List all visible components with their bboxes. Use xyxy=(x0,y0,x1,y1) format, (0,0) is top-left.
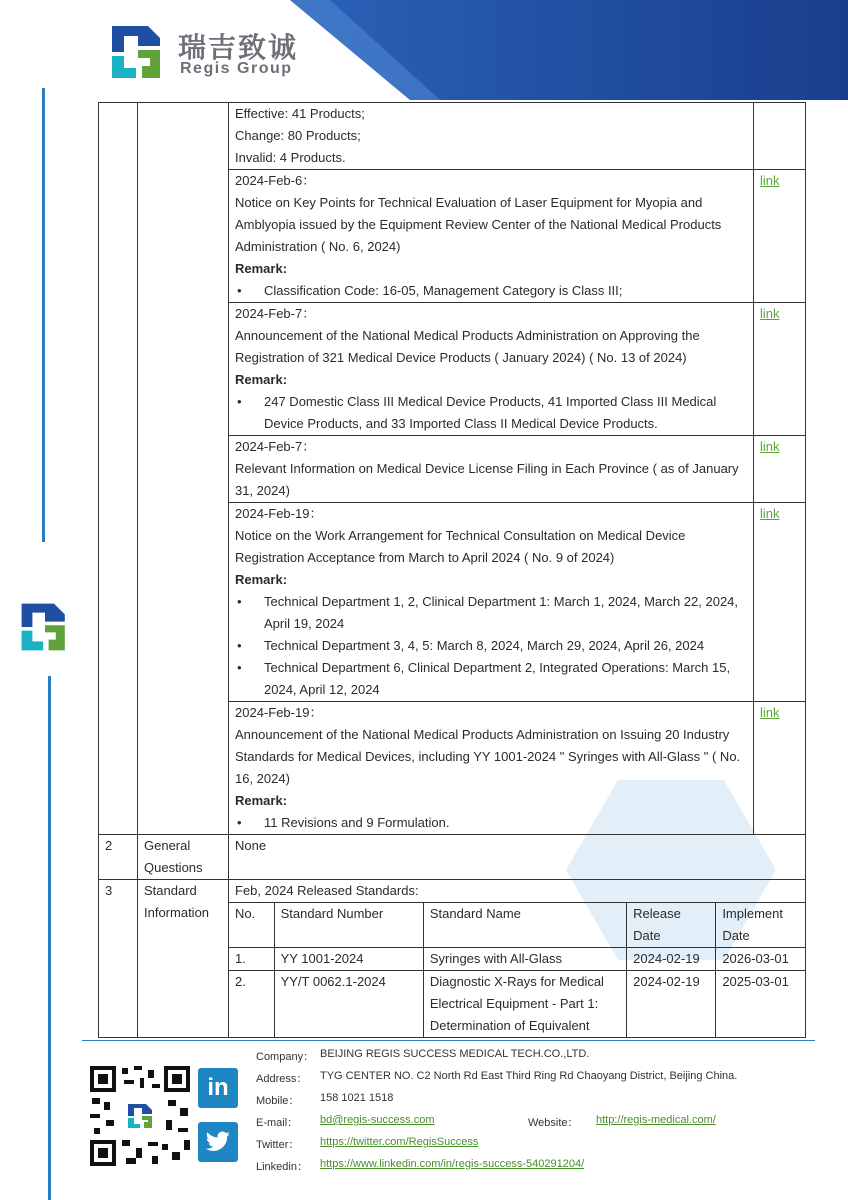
row-label: Standard Information xyxy=(138,880,229,1038)
regis-logo-icon xyxy=(108,22,168,82)
entry-title: Announcement of the National Medical Products Administration on Approving the Registration of 321 Medical Device Products ( January 2024) ( No. 13 of 2024) xyxy=(235,328,700,365)
standard-name: Diagnostic X-Rays for Medical Electrical Equipment - Part 1: Determination of Equivalent xyxy=(423,971,626,1038)
footer-divider xyxy=(82,1040,815,1041)
logo-english-text: Regis Group xyxy=(180,60,293,77)
row-content: None xyxy=(229,835,806,880)
row-number: 2 xyxy=(99,835,138,880)
standards-cell xyxy=(229,880,806,1038)
remark-bullet: • 11 Revisions and 9 Formulation. xyxy=(235,812,747,834)
implement-date: 2026-03-01 xyxy=(716,948,805,971)
entry-title: Announcement of the National Medical Products Administration on Issuing 20 Industry Standards for Medical Devices, including YY 1001-2024 " Syringes with All-Glass " ( No. 16, 2024) xyxy=(235,727,741,786)
row-label: General Questions xyxy=(138,835,229,880)
summary-effective: Effective: 41 Products; xyxy=(235,106,365,121)
remark-label: Remark: xyxy=(235,372,288,387)
entry-cell xyxy=(229,303,754,436)
column-header: Standard Name xyxy=(423,903,626,948)
left-vertical-line-bottom xyxy=(48,676,51,1200)
entry-date: 2024-Feb-6： xyxy=(235,173,316,188)
entry-cell xyxy=(229,702,754,835)
entry-link[interactable]: link xyxy=(760,705,780,720)
remark-label: Remark: xyxy=(235,261,288,276)
entry-title: Notice on the Work Arrangement for Technical Consultation on Medical Device Registration Acceptance from March to April 2024 ( No. 9 of 2024) xyxy=(235,528,686,565)
remark-bullet: • Technical Department 3, 4, 5: March 8, 2024, March 29, 2024, April 26, 2024 xyxy=(235,635,747,657)
summary-invalid: Invalid: 4 Products. xyxy=(235,150,346,165)
column-header: Implement Date xyxy=(716,903,805,948)
standards-row xyxy=(229,971,805,1038)
standard-no: 2. xyxy=(229,971,274,1038)
row-number: 3 xyxy=(99,880,138,1038)
twitter-label: Twitter： xyxy=(256,1139,300,1151)
implement-date: 2025-03-01 xyxy=(716,971,805,1038)
entry-title: Relevant Information on Medical Device License Filing in Each Province ( as of January 31, 2024) xyxy=(235,461,739,498)
entry-date: 2024-Feb-7： xyxy=(235,439,316,454)
twitter-link[interactable]: https://twitter.com/RegisSuccess xyxy=(320,1136,479,1148)
address-value: TYG CENTER NO. C2 North Rd East Third Ring Rd Chaoyang District, Beijing China. xyxy=(320,1070,738,1082)
side-logo-icon xyxy=(18,599,72,655)
standard-name: Syringes with All-Glass xyxy=(423,948,626,971)
entry-date: 2024-Feb-19： xyxy=(235,705,323,720)
address-label: Address： xyxy=(256,1073,308,1085)
entry-link[interactable]: link xyxy=(760,506,780,521)
summary-change: Change: 80 Products; xyxy=(235,128,361,143)
mobile-value: 158 1021 1518 xyxy=(320,1092,394,1104)
remark-bullet: • Technical Department 1, 2, Clinical Department 1: March 1, 2024, March 22, 2024, April 19, 2024 xyxy=(235,591,747,635)
summary-cell xyxy=(229,103,754,170)
column-header: No. xyxy=(229,903,274,948)
standards-header-row xyxy=(229,903,805,948)
entry-link[interactable]: link xyxy=(760,439,780,454)
standard-number: YY 1001-2024 xyxy=(274,948,423,971)
remark-label: Remark: xyxy=(235,572,288,587)
entry-date: 2024-Feb-7： xyxy=(235,306,316,321)
main-table xyxy=(98,102,806,1038)
table-row xyxy=(99,103,806,170)
linkedin-icon[interactable]: in xyxy=(198,1068,238,1108)
entry-link[interactable]: link xyxy=(760,173,780,188)
linkedin-link[interactable]: https://www.linkedin.com/in/regis-success-540291204/ xyxy=(320,1158,585,1170)
company-label: Company： xyxy=(256,1051,315,1063)
email-link[interactable]: bd@regis-success.com xyxy=(320,1114,435,1126)
remark-bullet: • 247 Domestic Class III Medical Device Products, 41 Imported Class III Medical Device Products, and 33 Imported Class II Medical Device Products. xyxy=(235,391,747,435)
standards-table xyxy=(229,902,805,1037)
entry-cell xyxy=(229,170,754,303)
standards-row xyxy=(229,948,805,971)
company-value: BEIJING REGIS SUCCESS MEDICAL TECH.CO.,LTD. xyxy=(320,1048,590,1060)
release-date: 2024-02-19 xyxy=(627,971,716,1038)
left-vertical-line-top xyxy=(42,88,45,542)
mobile-label: Mobile： xyxy=(256,1095,300,1107)
entry-cell xyxy=(229,503,754,702)
column-header: Standard Number xyxy=(274,903,423,948)
email-label: E-mail： xyxy=(256,1117,299,1129)
qr-code-icon xyxy=(88,1064,192,1168)
entry-title: Notice on Key Points for Technical Evaluation of Laser Equipment for Myopia and Amblyopia issued by the Equipment Review Center of the National Medical Products Administration ( No. 6, 2024) xyxy=(235,195,722,254)
entry-cell xyxy=(229,436,754,503)
entry-link[interactable]: link xyxy=(760,306,780,321)
twitter-icon[interactable] xyxy=(198,1122,238,1162)
standards-intro: Feb, 2024 Released Standards: xyxy=(235,883,419,898)
remark-bullet: • Technical Department 6, Clinical Department 2, Integrated Operations: March 15, 2024, April 12, 2024 xyxy=(235,657,747,701)
standard-number: YY/T 0062.1-2024 xyxy=(274,971,423,1038)
table-row xyxy=(99,880,806,1038)
website-link[interactable]: http://regis-medical.com/ xyxy=(596,1114,716,1126)
standard-no: 1. xyxy=(229,948,274,971)
release-date: 2024-02-19 xyxy=(627,948,716,971)
entry-date: 2024-Feb-19： xyxy=(235,506,323,521)
website-label: Website： xyxy=(528,1117,579,1129)
column-header: Release Date xyxy=(627,903,716,948)
logo-chinese-text: 瑞吉致诚 xyxy=(178,31,299,64)
remark-bullet: • Classification Code: 16-05, Management Category is Class III; xyxy=(235,280,747,302)
linkedin-label: Linkedin： xyxy=(256,1161,308,1173)
remark-label: Remark: xyxy=(235,793,288,808)
table-row xyxy=(99,835,806,880)
